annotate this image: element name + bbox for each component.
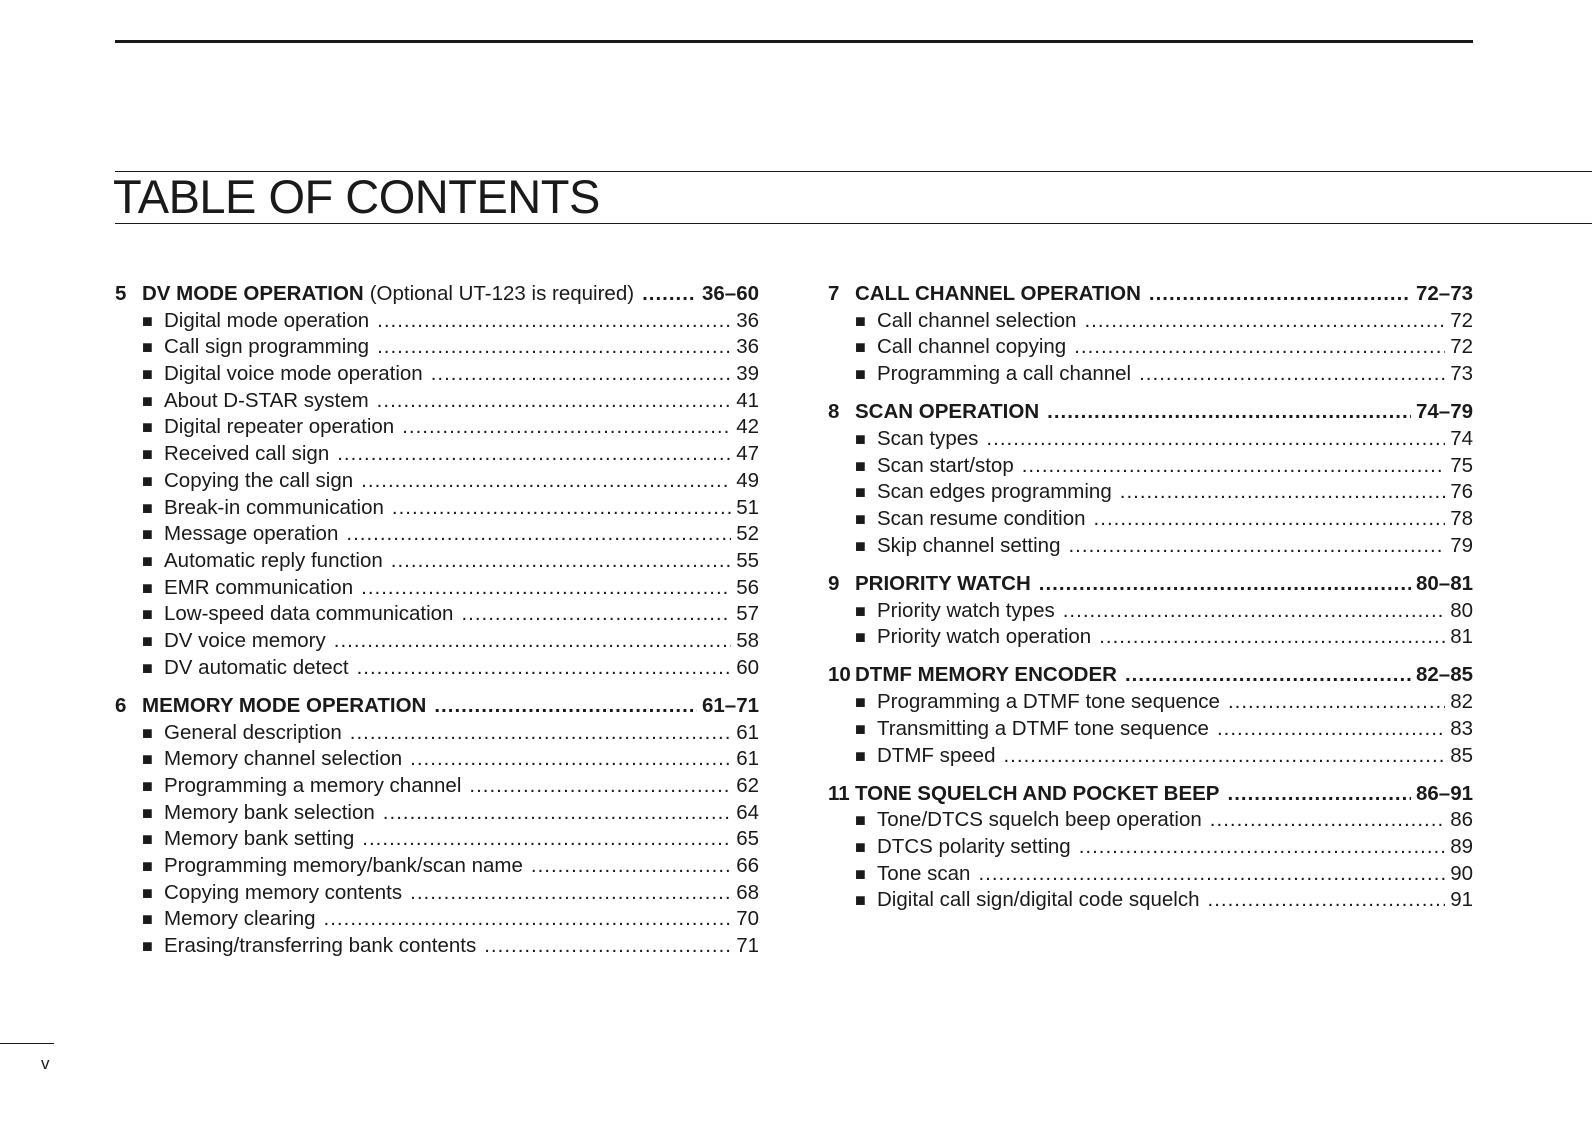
toc-item-page: 47 (736, 442, 759, 466)
dot-leader (1094, 506, 1446, 533)
bullet-square-icon: ■ (142, 604, 153, 625)
toc-item-label: Priority watch operation (877, 625, 1092, 649)
bullet-square-icon: ■ (142, 310, 153, 331)
toc-item-page: 71 (736, 934, 759, 957)
chapter-page-range: 74–79 (1415, 400, 1473, 424)
dot-leader (1120, 479, 1445, 506)
chapter-title: DTMF MEMORY ENCODER (855, 663, 1117, 687)
toc-item[interactable] (828, 533, 1473, 560)
toc-chapter-entry[interactable] (828, 281, 1473, 308)
toc-item-label: Received call sign (164, 442, 330, 466)
toc-item-page: 61 (736, 747, 759, 771)
toc-item[interactable] (115, 906, 759, 933)
toc-item[interactable] (115, 548, 759, 575)
bullet-square-icon: ■ (142, 497, 153, 518)
toc-item-label: Scan types (877, 426, 979, 450)
chapter-number: 11 (828, 781, 850, 805)
bullet-square-icon: ■ (142, 749, 153, 770)
toc-item-label: Priority watch types (877, 598, 1055, 622)
bullet-square-icon: ■ (142, 775, 153, 796)
bullet-square-icon: ■ (142, 882, 153, 903)
chapter-page-range: 82–85 (1415, 663, 1473, 687)
toc-item-label: Scan start/stop (877, 453, 1014, 477)
dot-leader (1099, 624, 1445, 651)
chapter-title: DV MODE OPERATION (142, 282, 364, 305)
bullet-square-icon: ■ (855, 455, 866, 476)
toc-item[interactable] (828, 861, 1473, 888)
dot-leader (1210, 807, 1445, 834)
bullet-square-icon: ■ (855, 337, 866, 358)
chapter-number: 6 (115, 693, 127, 717)
dot-leader (402, 414, 731, 441)
bullet-square-icon: ■ (142, 390, 153, 411)
dot-leader (324, 906, 732, 933)
bullet-square-icon: ■ (855, 600, 866, 621)
toc-item[interactable] (115, 746, 759, 773)
toc-item-page: 80 (1450, 598, 1473, 622)
toc-section (828, 662, 1473, 769)
toc-item-label: Skip channel setting (877, 533, 1061, 557)
toc-item-page: 49 (736, 468, 759, 492)
toc-item-label: Tone scan (877, 861, 971, 885)
bullet-square-icon: ■ (142, 630, 153, 651)
toc-item[interactable] (115, 933, 759, 960)
dot-leader (978, 861, 1445, 888)
dot-leader (361, 575, 731, 602)
chapter-page-range: 86–91 (1415, 781, 1473, 805)
toc-item-page: 75 (1450, 453, 1473, 477)
bullet-square-icon: ■ (855, 509, 866, 529)
folio-rule (0, 1043, 54, 1044)
dot-leader (337, 441, 731, 468)
toc-item-label: DTMF speed (877, 743, 996, 767)
toc-section (828, 281, 1473, 388)
toc-column-right (828, 281, 1473, 926)
toc-item[interactable] (828, 716, 1473, 743)
toc-item-label: Memory channel selection (164, 747, 403, 771)
toc-item-page: 61 (736, 720, 759, 744)
toc-item-label: Digital mode operation (164, 308, 370, 332)
toc-item-page: 68 (736, 880, 759, 904)
toc-item[interactable] (828, 479, 1473, 506)
bullet-square-icon: ■ (142, 802, 153, 823)
dot-leader (362, 826, 731, 853)
bullet-square-icon: ■ (142, 577, 153, 598)
bullet-square-icon: ■ (855, 627, 866, 648)
toc-item[interactable] (115, 800, 759, 827)
toc-item-page: 36 (736, 335, 759, 359)
toc-item-page: 52 (736, 522, 759, 546)
toc-item-label: DV voice memory (164, 628, 326, 652)
bullet-square-icon: ■ (142, 417, 153, 438)
toc-item-label: General description (164, 720, 342, 744)
toc-item-page: 58 (736, 628, 759, 652)
dot-leader (642, 281, 697, 308)
bullet-square-icon: ■ (855, 364, 866, 385)
toc-item[interactable] (828, 453, 1473, 480)
toc-item[interactable] (115, 521, 759, 548)
toc-item[interactable] (115, 495, 759, 522)
toc-chapter-entry[interactable] (828, 781, 1473, 808)
toc-section (115, 693, 759, 960)
bullet-square-icon: ■ (142, 550, 153, 571)
toc-item[interactable] (828, 807, 1473, 834)
dot-leader (1003, 743, 1445, 770)
chapter-page-range: 72–73 (1415, 282, 1473, 305)
bullet-square-icon: ■ (142, 657, 153, 678)
toc-item-page: 82 (1450, 690, 1473, 714)
toc-chapter-entry[interactable] (828, 662, 1473, 689)
toc-chapter-entry[interactable] (828, 399, 1473, 426)
toc-item-page: 85 (1450, 743, 1473, 767)
chapter-title: TONE SQUELCH AND POCKET BEEP (855, 781, 1220, 805)
toc-item-label: EMR communication (164, 575, 354, 599)
toc-item[interactable] (115, 308, 759, 335)
chapter-note: (Optional UT-123 is required) (369, 282, 635, 305)
toc-item-page: 86 (1450, 808, 1473, 832)
dot-leader (1149, 281, 1411, 308)
toc-item-page: 39 (736, 362, 759, 386)
chapter-page-range: 80–81 (1415, 571, 1473, 595)
dot-leader (377, 388, 732, 415)
page-number: v (41, 1054, 50, 1073)
dot-leader (350, 720, 731, 747)
dot-leader (1125, 662, 1411, 689)
toc-item-page: 62 (736, 773, 759, 797)
dot-leader (1068, 533, 1445, 560)
dot-leader (484, 933, 731, 960)
bullet-square-icon: ■ (855, 310, 866, 331)
toc-item-page: 55 (736, 548, 759, 572)
toc-item-label: Erasing/transferring bank contents (164, 934, 477, 957)
toc-item-page: 78 (1450, 507, 1473, 530)
bullet-square-icon: ■ (142, 337, 153, 358)
dot-leader (986, 426, 1445, 453)
dot-leader (410, 746, 731, 773)
dot-leader (357, 655, 732, 682)
bullet-square-icon: ■ (142, 444, 153, 465)
dot-leader (469, 773, 731, 800)
chapter-number: 10 (828, 663, 851, 687)
toc-item[interactable] (828, 361, 1473, 388)
toc-item[interactable] (115, 628, 759, 655)
toc-column-left (115, 281, 759, 971)
bullet-square-icon: ■ (142, 936, 153, 956)
toc-item-label: Digital repeater operation (164, 415, 395, 439)
chapter-number: 7 (828, 282, 840, 305)
toc-item-label: Memory clearing (164, 907, 316, 931)
dot-leader (434, 693, 697, 720)
toc-chapter-entry[interactable] (115, 693, 759, 720)
dot-leader (334, 628, 731, 655)
toc-item[interactable] (115, 880, 759, 907)
toc-chapter-entry[interactable] (828, 571, 1473, 598)
toc-item[interactable] (115, 414, 759, 441)
toc-item-page: 70 (736, 907, 759, 931)
toc-item-label: DTCS polarity setting (877, 835, 1071, 859)
bullet-square-icon: ■ (855, 692, 866, 713)
toc-item[interactable] (115, 601, 759, 628)
bullet-square-icon: ■ (142, 855, 153, 876)
dot-leader (361, 468, 731, 495)
toc-item-label: Transmitting a DTMF tone sequence (877, 716, 1209, 740)
dot-leader (461, 601, 731, 628)
toc-item[interactable] (115, 853, 759, 880)
bullet-square-icon: ■ (142, 470, 153, 491)
toc-item-page: 83 (1450, 716, 1473, 740)
toc-item-label: Copying memory contents (164, 880, 403, 904)
toc-item[interactable] (828, 834, 1473, 861)
bullet-square-icon: ■ (855, 810, 866, 831)
toc-item-page: 60 (736, 655, 759, 679)
toc-item-page: 74 (1450, 426, 1473, 450)
chapter-number: 8 (828, 400, 840, 424)
toc-item-page: 42 (736, 415, 759, 439)
toc-item-label: DV automatic detect (164, 655, 349, 679)
toc-item[interactable] (828, 887, 1473, 914)
bullet-square-icon: ■ (142, 909, 153, 930)
toc-item[interactable] (115, 773, 759, 800)
dot-leader (1079, 834, 1446, 861)
toc-item[interactable] (828, 743, 1473, 770)
toc-item-label: Tone/DTCS squelch beep operation (877, 808, 1202, 832)
toc-item[interactable] (115, 388, 759, 415)
dot-leader (1217, 716, 1445, 743)
dot-leader (391, 548, 731, 575)
toc-item-page: 64 (736, 800, 759, 824)
dot-leader (1074, 334, 1445, 361)
bullet-square-icon: ■ (855, 428, 866, 449)
dot-leader (1063, 598, 1445, 625)
toc-item[interactable] (115, 361, 759, 388)
chapter-page-range: 36–60 (701, 282, 759, 305)
dot-leader (1139, 361, 1445, 388)
toc-item-label: Memory bank setting (164, 827, 355, 851)
toc-item-page: 73 (1450, 362, 1473, 386)
toc-item-page: 79 (1450, 533, 1473, 557)
toc-item-label: Programming a memory channel (164, 773, 462, 797)
toc-item[interactable] (828, 506, 1473, 533)
toc-item-label: Copying the call sign (164, 468, 354, 492)
toc-item-label: Digital voice mode operation (164, 362, 423, 386)
toc-section (828, 571, 1473, 651)
chapter-title: SCAN OPERATION (855, 400, 1040, 424)
toc-item-page: 41 (736, 388, 759, 412)
toc-item-page: 72 (1450, 335, 1473, 359)
toc-item-label: Automatic reply function (164, 548, 383, 572)
chapter-title: CALL CHANNEL OPERATION (855, 282, 1141, 305)
toc-item-label: Call channel selection (877, 308, 1077, 332)
toc-section (828, 781, 1473, 914)
dot-leader (1022, 453, 1445, 480)
toc-item-page: 36 (736, 308, 759, 332)
dot-leader (1084, 308, 1445, 335)
toc-item[interactable] (115, 720, 759, 747)
header-rule (115, 40, 1473, 43)
toc-chapter-entry[interactable] (115, 281, 759, 308)
dot-leader (383, 800, 731, 827)
toc-item-page: 51 (736, 495, 759, 519)
bullet-square-icon: ■ (142, 524, 153, 545)
bullet-square-icon: ■ (855, 482, 866, 503)
toc-item-label: About D-STAR system (164, 388, 369, 412)
bullet-square-icon: ■ (855, 890, 866, 911)
chapter-number: 9 (828, 571, 840, 595)
toc-item[interactable] (115, 655, 759, 682)
dot-leader (410, 880, 731, 907)
toc-item[interactable] (115, 468, 759, 495)
bullet-square-icon: ■ (855, 718, 866, 739)
dot-leader (346, 521, 731, 548)
title-rule-bottom (115, 223, 1592, 224)
dot-leader (1228, 781, 1411, 808)
dot-leader (1039, 571, 1411, 598)
toc-item[interactable] (828, 308, 1473, 335)
dot-leader (392, 495, 731, 522)
chapter-number: 5 (115, 282, 127, 305)
toc-item[interactable] (115, 826, 759, 853)
toc-item-label: Programming a DTMF tone sequence (877, 690, 1220, 714)
toc-item-label: Programming a call channel (877, 362, 1132, 386)
toc-item-page: 72 (1450, 308, 1473, 332)
toc-item[interactable] (828, 598, 1473, 625)
toc-section (828, 399, 1473, 559)
dot-leader (377, 308, 731, 335)
toc-item-page: 90 (1450, 861, 1473, 885)
toc-item-label: Memory bank selection (164, 800, 375, 824)
toc-item-page: 91 (1450, 888, 1473, 912)
toc-item-label: Message operation (164, 522, 339, 546)
dot-leader (431, 361, 732, 388)
toc-item-page: 66 (736, 853, 759, 877)
bullet-square-icon: ■ (142, 722, 153, 743)
toc-item-page: 57 (736, 602, 759, 626)
dot-leader (377, 334, 731, 361)
toc-item-label: Low-speed data communication (164, 602, 454, 626)
toc-item-label: Call sign programming (164, 335, 370, 359)
bullet-square-icon: ■ (855, 745, 866, 766)
bullet-square-icon: ■ (855, 535, 866, 556)
chapter-title: PRIORITY WATCH (855, 571, 1031, 595)
toc-item-label: Break-in communication (164, 495, 384, 519)
toc-item[interactable] (115, 334, 759, 361)
dot-leader (1208, 887, 1446, 914)
toc-item-label: Programming memory/bank/scan name (164, 853, 523, 877)
dot-leader (531, 853, 731, 880)
bullet-square-icon: ■ (142, 829, 153, 850)
bullet-square-icon: ■ (142, 364, 153, 385)
bullet-square-icon: ■ (855, 863, 866, 884)
toc-item-page: 89 (1450, 835, 1473, 859)
toc-item[interactable] (828, 624, 1473, 651)
toc-item-page: 76 (1450, 480, 1473, 504)
chapter-page-range: 61–71 (701, 693, 759, 717)
toc-item[interactable] (828, 334, 1473, 361)
toc-item[interactable] (828, 426, 1473, 453)
toc-item-page: 56 (736, 575, 759, 599)
dot-leader (1228, 689, 1445, 716)
chapter-title: MEMORY MODE OPERATION (142, 693, 427, 717)
toc-section (115, 281, 759, 681)
toc-item[interactable] (828, 689, 1473, 716)
toc-item[interactable] (115, 575, 759, 602)
toc-item-page: 81 (1450, 625, 1473, 649)
toc-item[interactable] (115, 441, 759, 468)
dot-leader (1047, 399, 1411, 426)
bullet-square-icon: ■ (855, 837, 866, 858)
toc-item-label: Scan edges programming (877, 480, 1112, 504)
toc-item-label: Scan resume condition (877, 507, 1086, 530)
page-title: TABLE OF CONTENTS (113, 170, 600, 223)
toc-item-label: Call channel copying (877, 335, 1067, 359)
toc-item-label: Digital call sign/digital code squelch (877, 888, 1200, 912)
toc-item-page: 65 (736, 827, 759, 851)
